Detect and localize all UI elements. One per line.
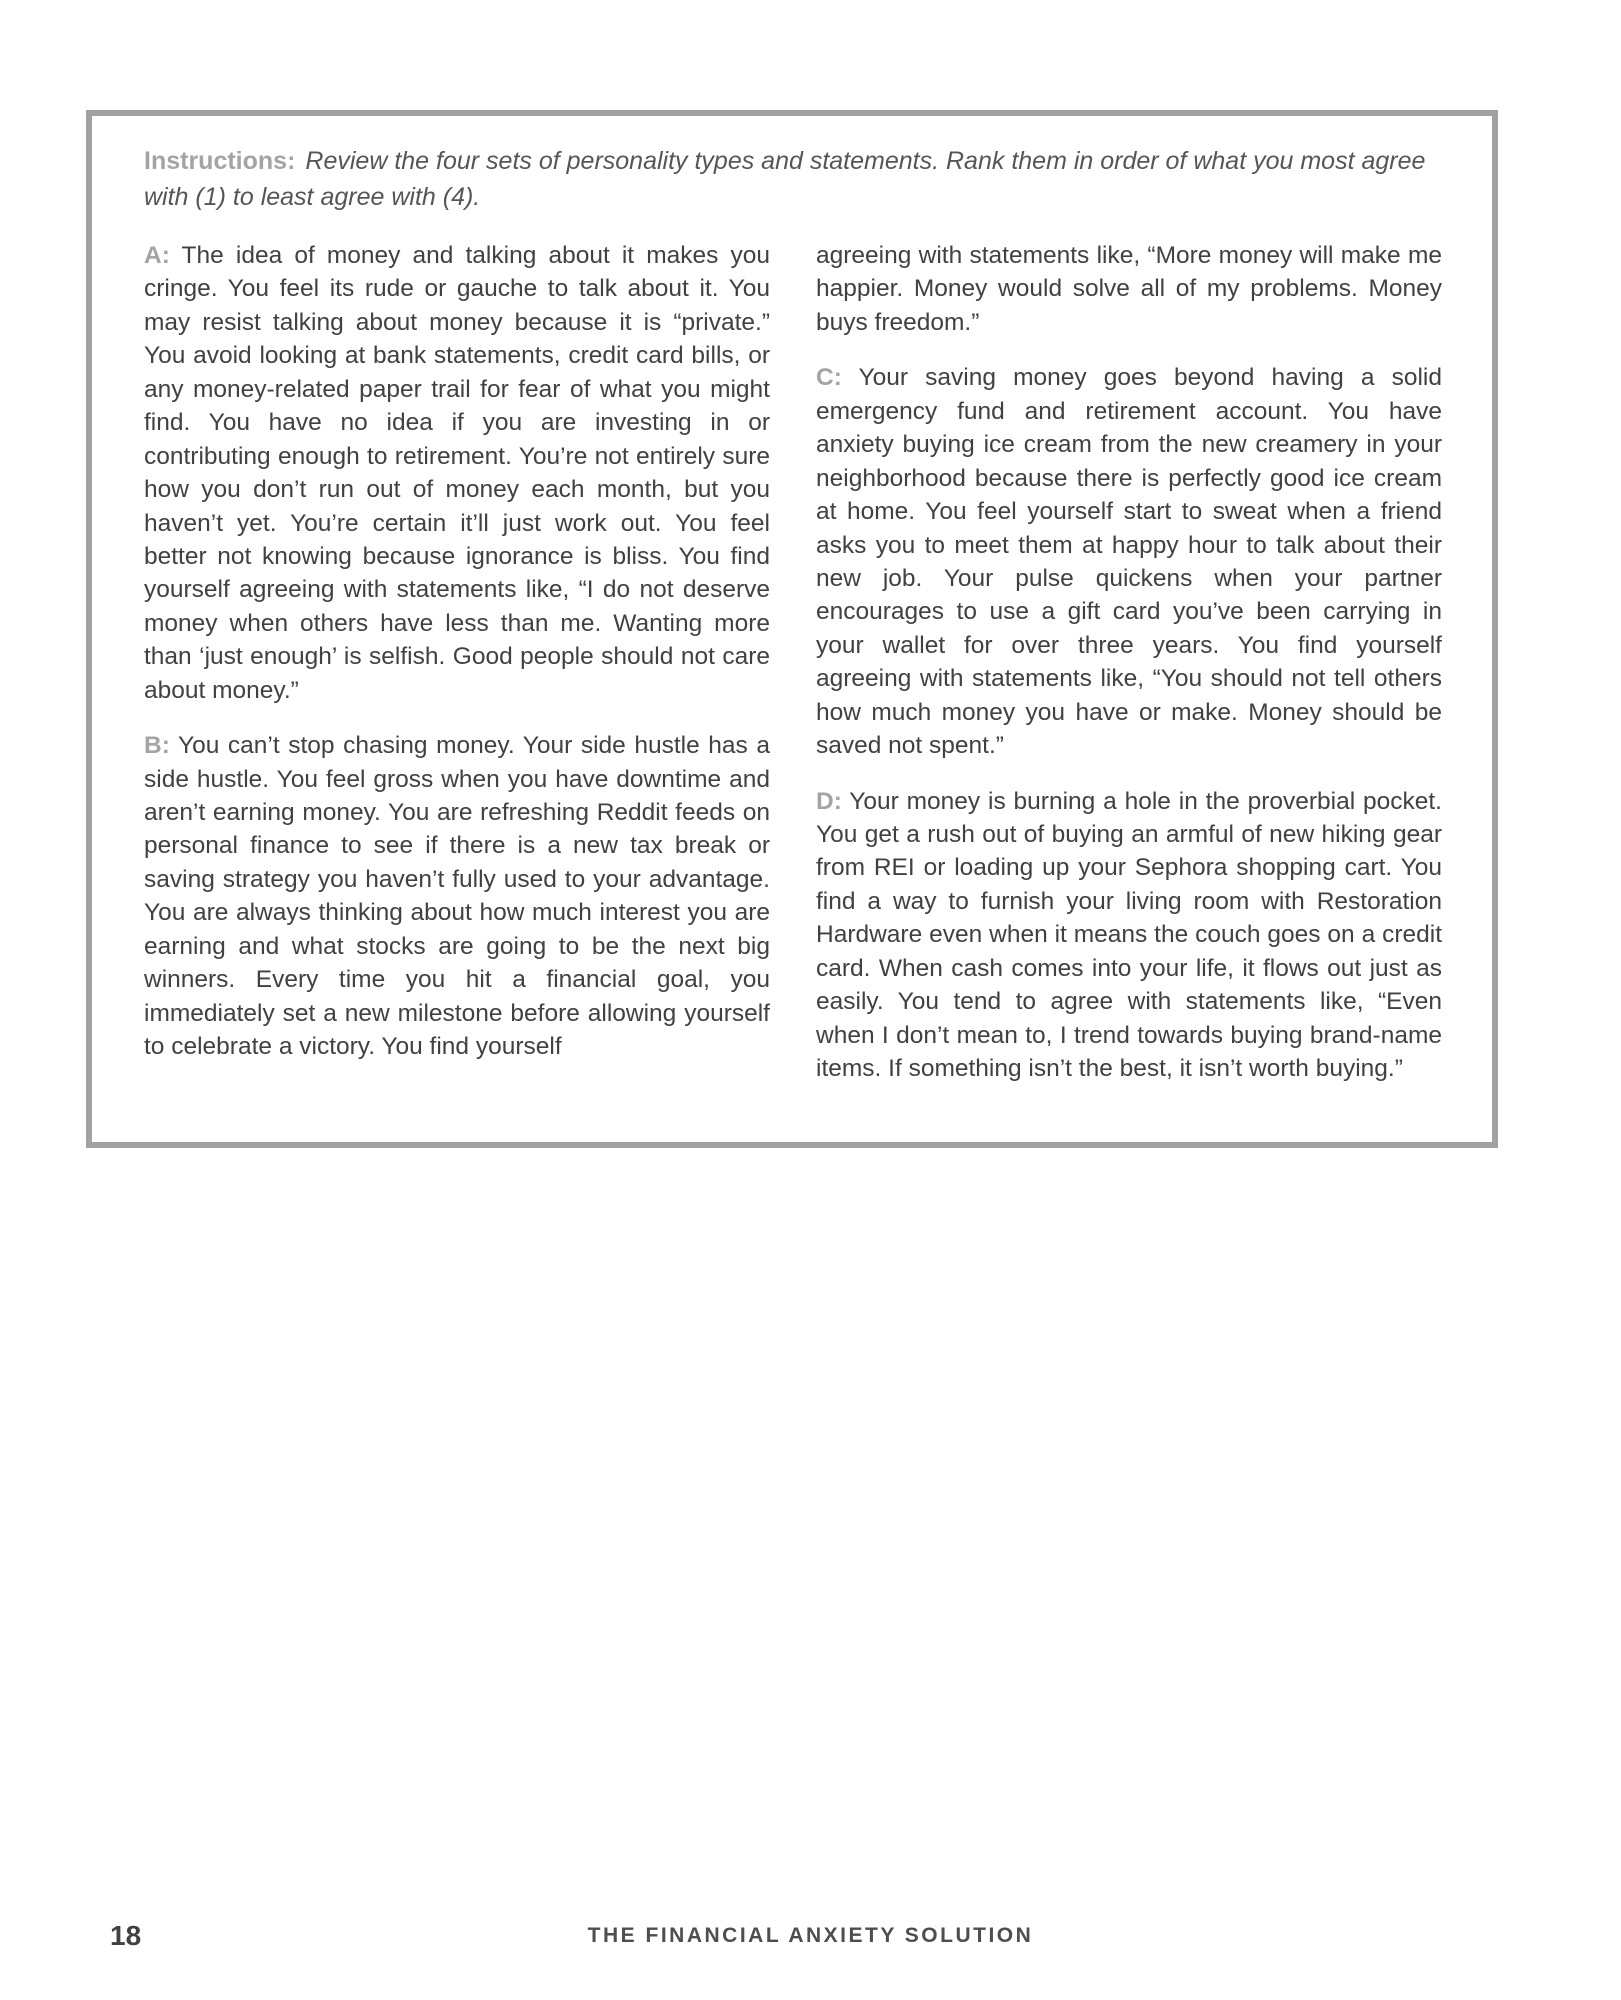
paragraph-b-label: B: (144, 732, 170, 760)
paragraph-d-text: Your money is burning a hole in the proverbial pocket. You get a rush out of buying an armful of new hiking gear from REI or loading up your Sephora shopping cart. You find a way to furnish your living room with Restoration Hardware even when it means the couch goes on a credit card. When cash comes into your life, it flows out just as easily. You tend to agree with statements like, “Even when I don’t mean to, I trend towards buying brand-name items. If something isn’t the best, it isn’t worth buying.” (816, 787, 1442, 1083)
personality-paragraph-d (816, 785, 1442, 1086)
paragraph-a-label: A: (144, 242, 170, 269)
two-column-layout (144, 239, 1442, 1086)
page-footer (0, 1920, 1621, 1960)
paragraph-c-text: Your saving money goes beyond having a solid emergency fund and retirement account. You have anxiety buying ice cream from the new creamery in your neighborhood because there is perfectly good ice cream at home. You feel yourself start to sweat when a friend asks you to meet them at happy hour to talk about their new job. Your pulse quickens when your partner encourages to use a gift card you’ve been carrying in your wallet for over three years. You find yourself agreeing with statements like, “You should not tell others how much money you have or make. Money should be saved not spent.” (816, 364, 1442, 760)
paragraph-c-label: C: (816, 364, 842, 392)
personality-paragraph-b-continued (816, 239, 1442, 339)
paragraph-b-text: You can’t stop chasing money. Your side hustle has a side hustle. You feel gross when you have downtime and aren’t earning money. You are refreshing Reddit feeds on personal finance to see if there is a new tax break or saving strategy you haven’t fully used to your advantage. You are always thinking about how much interest you are earning and what stocks are going to be the next big winners. Every time you hit a financial goal, you immediately set a new milestone before allowing yourself to celebrate a victory. You find yourself (144, 732, 770, 1061)
book-title: THE FINANCIAL ANXIETY SOLUTION (587, 1924, 1034, 1947)
instructions-label: Instructions: (144, 147, 296, 175)
personality-paragraph-a (144, 239, 770, 707)
left-column (144, 239, 770, 1086)
personality-paragraph-c (816, 361, 1442, 762)
instructions (144, 144, 1442, 215)
paragraph-d-label: D: (816, 787, 842, 815)
right-column (816, 239, 1442, 1086)
instructions-text: Review the four sets of personality types and statements. Rank them in order of what you most agree with (1) to least agree with (4). (144, 147, 1426, 211)
personality-paragraph-b (144, 729, 770, 1063)
personality-quiz-box (86, 110, 1498, 1148)
paragraph-a-text: The idea of money and talking about it makes you cringe. You feel its rude or gauche to talk about it. You may resist talking about money because it is “private.” You avoid looking at bank statements, credit card bills, or any money-related paper trail for fear of what you might find. You have no idea if you are investing in or contributing enough to retirement. You’re not entirely sure how you don’t run out of money each month, but you haven’t yet. You’re certain it’ll just work out. You feel better not knowing because ignorance is bliss. You find yourself agreeing with statements like, “I do not deserve money when others have less than me. Wanting more than ‘just enough’ is selfish. Good people should not care about money.” (144, 242, 771, 704)
paragraph-b-continued-text: agreeing with statements like, “More money will make me happier. Money would solve all of my problems. Money buys freedom.” (816, 242, 1442, 336)
page-number: 18 (110, 1920, 142, 1951)
